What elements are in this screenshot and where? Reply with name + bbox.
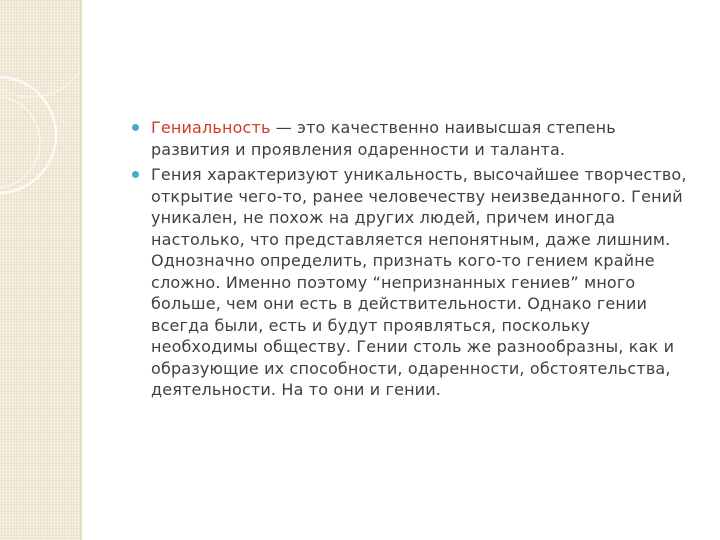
description-text: Гения характеризуют уникальность, высочайшее творчество, открытие чего-то, ранее человечеству неизведанного. Гений уникален, не похож на других людей, причем иногда настолько, что представляется непонятным, даже лишним. Однозначно определить, признать кого-то гением крайне сложно. Именно поэтому “непризнанных гениев” много больше, чем они есть в действительности. Однако гении всегда были, есть и будут проявляться, поскольку необходимы обществу. Гении столь же разнообразны, как и образующие их способности, одаренности, обстоятельства, деятельности. На то они и гении. [151,165,687,399]
bullet-item-description [130,164,690,401]
bullet-item-definition [130,117,690,160]
decorative-side-panel [0,0,80,540]
slide-content [130,117,690,405]
circle-ornament-icon [0,0,80,540]
bullet-icon [132,124,139,131]
bullet-icon [132,171,139,178]
panel-divider [80,0,82,540]
highlighted-term: Гениальность [151,118,271,137]
bullet-list [130,117,690,401]
definition-text: — это качественно наивысшая степень развития и проявления одаренности и таланта. [151,118,616,159]
